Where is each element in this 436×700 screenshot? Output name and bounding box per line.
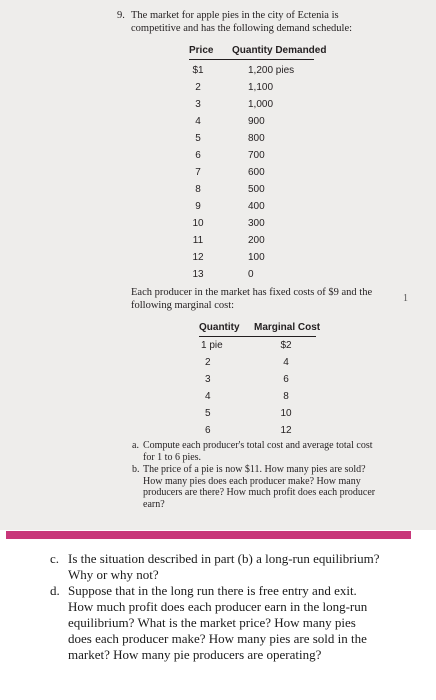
table-header-rule	[189, 59, 314, 60]
cost-cell: 4	[283, 357, 289, 368]
part-d	[50, 583, 380, 663]
cost-cell: $2	[280, 340, 292, 351]
table-row	[199, 357, 329, 374]
price-cell: $1	[192, 65, 204, 76]
quantity-cell: 5	[205, 408, 211, 419]
price-cell: 8	[195, 184, 201, 195]
cost-cell: 6	[283, 374, 289, 385]
part-text: The price of a pie is now $11. How many pies are sold? How many pies does each producer make? How many producers are there? How much profit does each producer earn?	[143, 464, 376, 510]
table-row	[199, 340, 329, 357]
quantity-cell: 2	[205, 357, 211, 368]
table-row	[189, 99, 319, 116]
cost-cell: 12	[280, 425, 292, 436]
price-cell: 13	[192, 269, 204, 280]
price-cell: 12	[192, 252, 204, 263]
part-letter: a.	[132, 440, 139, 451]
price-header: Price	[189, 45, 214, 56]
table-row	[189, 218, 319, 235]
price-cell: 5	[195, 133, 201, 144]
parts-c-d	[50, 551, 380, 663]
price-cell: 2	[195, 82, 201, 93]
part-a	[132, 440, 386, 463]
quantity-cell: 300	[248, 218, 265, 229]
price-cell: 9	[195, 201, 201, 212]
question-9	[117, 10, 387, 35]
part-letter: d.	[50, 583, 60, 598]
question-number: 9.	[117, 10, 125, 21]
quantity-cell: 700	[248, 150, 265, 161]
table-row	[189, 184, 319, 201]
quantity-cell: 1,000	[248, 99, 274, 110]
quantity-cell: 1,200 pies	[248, 65, 295, 76]
part-text: Compute each producer's total cost and average total cost for 1 to 6 pies.	[143, 440, 373, 463]
margin-page-marker: 1	[403, 293, 408, 304]
quantity-cell: 400	[248, 201, 265, 212]
quantity-cell: 200	[248, 235, 265, 246]
cost-cell: 8	[283, 391, 289, 402]
price-cell: 3	[195, 99, 201, 110]
part-b	[132, 464, 386, 510]
table-row	[189, 235, 319, 252]
quantity-cell: 500	[248, 184, 265, 195]
table-header-rule	[199, 336, 316, 337]
quantity-cell: 3	[205, 374, 211, 385]
table-row	[189, 82, 319, 99]
quantity-cell: 800	[248, 133, 265, 144]
quantity-cell: 4	[205, 391, 211, 402]
part-text: Suppose that in the long run there is free entry and exit. How much profit does each producer earn in the long-run equilibrium? What is the market price? How many pies does each producer make? How many pies are sold in the market? How many pie producers are operating?	[68, 583, 368, 662]
section-divider	[6, 531, 411, 539]
parts-a-b	[132, 440, 386, 511]
part-c	[50, 551, 380, 583]
quantity-cell: 100	[248, 252, 265, 263]
price-cell: 10	[192, 218, 204, 229]
price-cell: 11	[192, 235, 204, 246]
table-row	[189, 116, 319, 133]
marginal-cost-header: Marginal Cost	[254, 322, 321, 333]
quantity-cell: 1 pie	[201, 340, 223, 351]
quantity-header: Quantity	[199, 322, 240, 333]
table-row	[199, 391, 329, 408]
quantity-cell: 1,100	[248, 82, 274, 93]
price-cell: 4	[195, 116, 201, 127]
table-row	[189, 150, 319, 167]
quantity-cell: 0	[248, 269, 254, 280]
quantity-cell: 900	[248, 116, 265, 127]
table-row	[199, 374, 329, 391]
part-letter: c.	[50, 551, 60, 566]
table-row	[189, 252, 319, 269]
table-row	[189, 269, 319, 286]
part-letter: b.	[132, 464, 140, 475]
question-intro: The market for apple pies in the city of Ectenia is competitive and has the following demand schedule:	[131, 10, 353, 34]
price-cell: 6	[195, 150, 201, 161]
table-row	[189, 65, 319, 82]
part-text: Is the situation described in part (b) a long-run equilibrium? Why or why not?	[68, 551, 380, 582]
price-cell: 7	[195, 167, 201, 178]
cost-cell: 10	[280, 408, 292, 419]
table-row	[199, 408, 329, 425]
quantity-demanded-header: Quantity Demanded	[232, 45, 327, 56]
table-row	[189, 133, 319, 150]
fixed-cost-intro: Each producer in the market has fixed costs of $9 and the following marginal cost:	[131, 287, 373, 311]
quantity-cell: 6	[205, 425, 211, 436]
quantity-cell: 600	[248, 167, 265, 178]
table-row	[189, 201, 319, 218]
table-row	[189, 167, 319, 184]
